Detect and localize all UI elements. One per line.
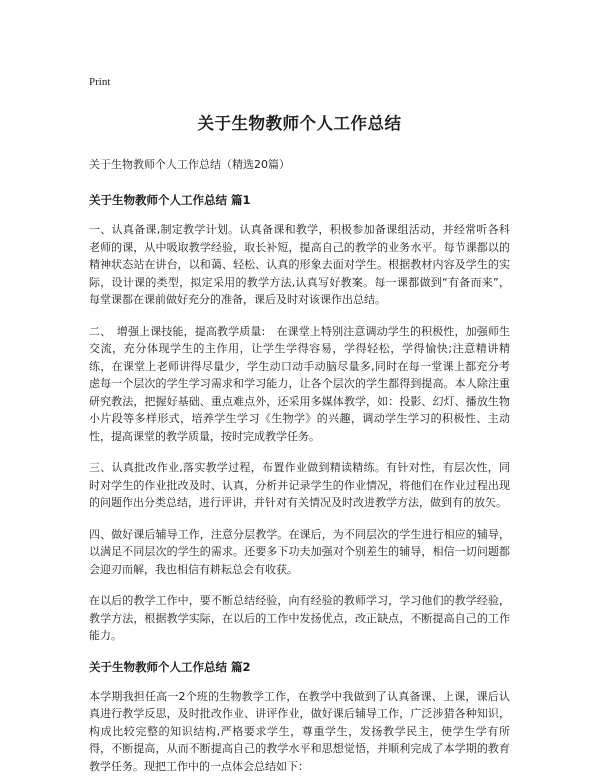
paragraph: 本学期我担任高一2个班的生物教学工作，在教学中我做到了认真备课、上课，课后认真进行教学反思，及时批改作业、讲评作业，做好课后辅导工作，广泛涉猎各种知识，构成比较完整的知识结构,严格要求学生，尊重学生，发扬教学民主，使学生学有所得，不断提高，从而不断提高自己的教学水平和思想觉悟，并顺利完成了本学期的教育教学任务。现把工作中的一点体会总结如下：	[89, 689, 510, 773]
document-subtitle: 关于生物教师个人工作总结（精选20篇）	[89, 158, 290, 171]
print-link[interactable]: Print	[89, 76, 111, 88]
page-title: 关于生物教师个人工作总结	[197, 114, 402, 133]
paragraph: 三、认真批改作业,落实教学过程，布置作业做到精读精练。有针对性，有层次性，同时对学生的作业批改及时、认真，分析并记录学生的作业情况，将他们在作业过程出现的问题作出分类总结，进行评讲，并针对有关情况及时改进教学方法，做到有的放矢。	[89, 461, 510, 509]
paragraph: 在以后的教学工作中，要不断总结经验，向有经验的教师学习，学习他们的教学经验，教学方法，根据教学实际，在以后的工作中发扬优点，改正缺点，不断提高自己的工作能力。	[89, 594, 510, 642]
paragraph: 二、 增强上课技能，提高教学质量: 在课堂上特别注意调动学生的积极性，加强师生交流，充分体现学生的主作用，让学生学得容易，学得轻松，学得愉快;注意精讲精练，在课堂上老师讲得尽量少，学生动口动手动脑尽量多,同时在每一堂课上都充分考虑每一个层次的学生学习需求和学习能力，让各个层次的学生都得到提高。本人除注重研究教法，把握好基础、重点难点外，还采用多媒体教学，如：投影、幻灯、播放生物小片段等多样形式，培养学生学习《生物学》的兴趣，调动学生学习的积极性、主动性，提高课堂的教学质量，按时完成教学任务。	[89, 324, 510, 443]
paragraph: 四、做好课后辅导工作，注意分层教学。在课后，为不同层次的学生进行相应的辅导，以满足不同层次的学生的需求。还要多下功夫加强对个别差生的辅导，相信一切问题都会迎刃而解，我也相信有耕耘总会有收获。	[89, 527, 510, 576]
section-heading-2: 关于生物教师个人工作总结 篇2	[89, 659, 251, 674]
paragraph: 一、认真备课,制定教学计划。认真备课和教学，积极参加备课组活动，并经常听各科老师的课，从中吸取教学经验，取长补短，提高自己的教学的业务水平。每节课都以的精神状态站在讲台，以和蔼、轻松、认真的形象去面对学生。根据教材内容及学生的实际，设计课的类型，拟定采用的教学方法,认真写好教案。每一课都做到“有备而来”，每堂课都在课前做好充分的准备，课后及时对该课作出总结。	[89, 223, 510, 306]
section-heading-1: 关于生物教师个人工作总结 篇1	[89, 193, 251, 207]
